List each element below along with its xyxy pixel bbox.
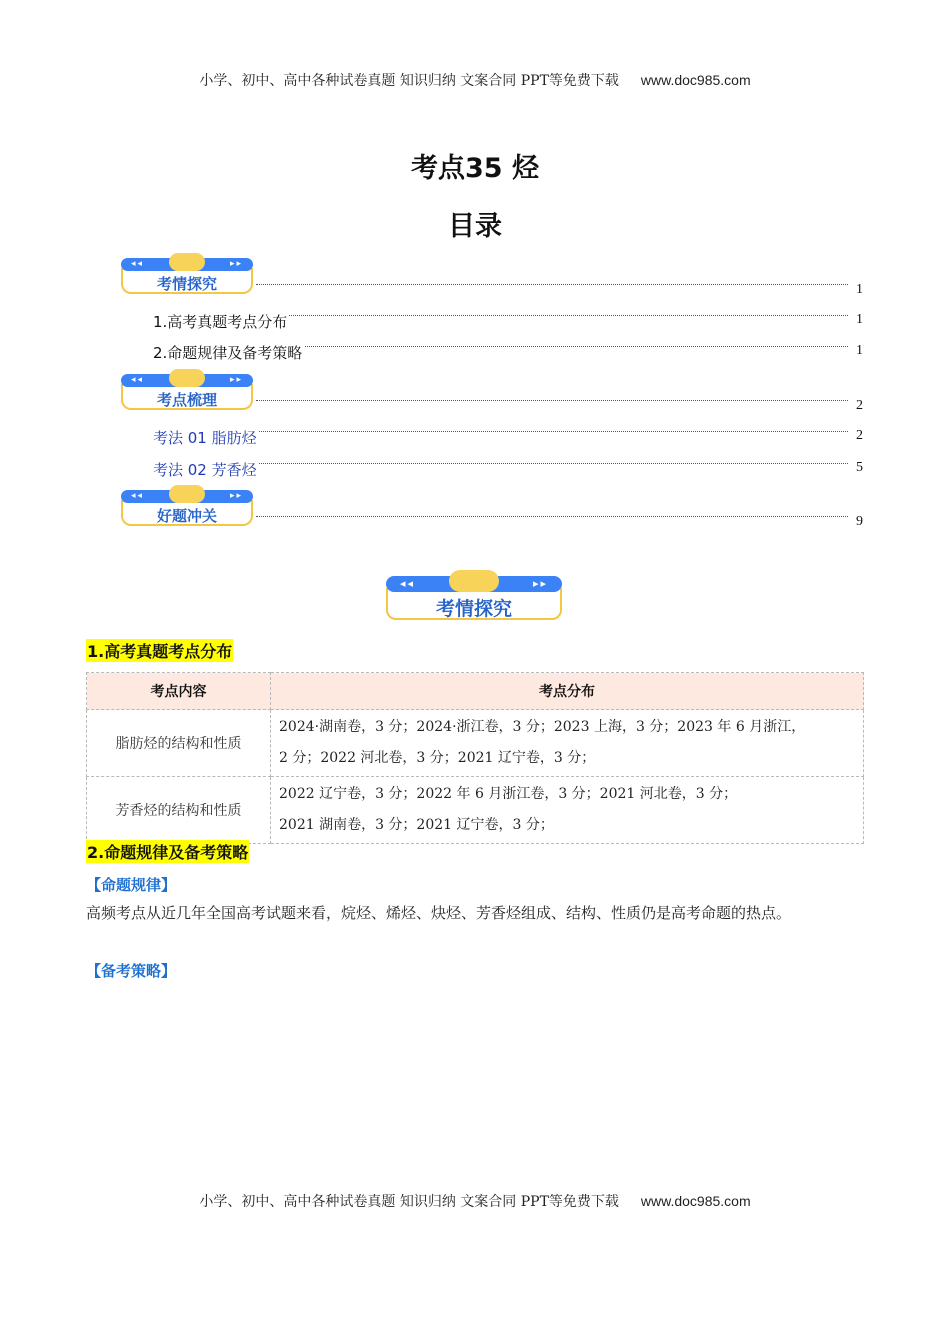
- table-cell-topic: 脂肪烃的结构和性质: [87, 710, 271, 777]
- badge-label: 好题冲关: [156, 507, 217, 525]
- footer-text: 小学、初中、高中各种试卷真题 知识归纳 文案合同 PPT等免费下载: [199, 1194, 619, 1210]
- arrow-right-icon: ▸▸: [229, 259, 243, 269]
- table-cell-topic: 芳香烃的结构和性质: [87, 777, 271, 844]
- arrow-right-icon: ▸▸: [229, 375, 243, 385]
- toc-title: 目录: [448, 211, 502, 242]
- table-header: 考点分布: [271, 673, 864, 710]
- table-row: [87, 710, 864, 777]
- arrow-right-icon: ▸▸: [532, 577, 548, 590]
- tag-rules: 【命题规律】: [86, 876, 177, 894]
- toc-item-rules-strategy[interactable]: 2.命题规律及备考策略: [153, 344, 303, 362]
- toc-leader: [256, 516, 848, 517]
- table-cell-distribution: [271, 710, 864, 777]
- header-site[interactable]: www.doc985.com: [640, 72, 751, 88]
- toc-badge-kaodian[interactable]: [121, 374, 253, 410]
- page-title: 考点35 烃: [411, 153, 539, 184]
- footer-site[interactable]: www.doc985.com: [640, 1193, 751, 1209]
- distribution-table: [86, 672, 864, 844]
- toc-page-num: 5: [856, 460, 863, 475]
- page-footer: [0, 1191, 950, 1211]
- table-row: [87, 777, 864, 844]
- toc-leader: [256, 400, 848, 401]
- tag-strategy: 【备考策略】: [86, 962, 177, 980]
- arrow-left-icon: ◂◂: [131, 259, 145, 269]
- toc-page-num: 2: [856, 398, 863, 413]
- header-text: 小学、初中、高中各种试卷真题 知识归纳 文案合同 PPT等免费下载: [199, 73, 619, 89]
- toc-badge-haoti[interactable]: [121, 490, 253, 526]
- paragraph-rules: 高频考点从近几年全国高考试题来看，烷烃、烯烃、炔烃、芳香烃组成、结构、性质仍是高考命题的热点。: [86, 904, 792, 922]
- arrow-left-icon: ◂◂: [400, 577, 416, 590]
- page-header: [0, 70, 950, 90]
- toc-badge-kaoqing[interactable]: [121, 258, 253, 294]
- arrow-left-icon: ◂◂: [131, 375, 145, 385]
- toc-page-num: 1: [856, 312, 863, 327]
- table-header: 考点内容: [87, 673, 271, 710]
- badge-label: 考情探究: [435, 598, 512, 620]
- distribution-line: 2022 辽宁卷，3 分；2022 年 6 月浙江卷，3 分；2021 河北卷，3 分；: [279, 786, 738, 802]
- toc-page-num: 2: [856, 428, 863, 443]
- toc-item-gaokao-distribution[interactable]: 1.高考真题考点分布: [153, 313, 288, 331]
- toc-page-num: 1: [856, 343, 863, 358]
- arrow-right-icon: ▸▸: [229, 491, 243, 501]
- section-heading-rules: 2.命题规律及备考策略: [86, 840, 249, 863]
- section-badge-kaoqing: [386, 576, 562, 620]
- arrow-left-icon: ◂◂: [131, 491, 145, 501]
- badge-label: 考情探究: [156, 275, 217, 293]
- toc-item-method-01[interactable]: 考法 01 脂肪烃: [153, 429, 257, 447]
- table-header-row: [87, 673, 864, 710]
- distribution-line: 2021 湖南卷，3 分；2021 辽宁卷，3 分；: [279, 817, 554, 833]
- toc-page-num: 9: [856, 514, 863, 529]
- toc-page-num: 1: [856, 282, 863, 297]
- toc-item-method-02[interactable]: 考法 02 芳香烃: [153, 461, 257, 479]
- badge-label: 考点梳理: [156, 391, 217, 409]
- distribution-line: 2024·湖南卷，3 分；2024·浙江卷，3 分；2023 上海，3 分；2023 年 6 月浙江，: [279, 719, 806, 735]
- toc-leader: [256, 284, 848, 285]
- section-heading-distribution: 1.高考真题考点分布: [86, 639, 233, 662]
- distribution-line: 2 分；2022 河北卷，3 分；2021 辽宁卷，3 分；: [279, 750, 596, 766]
- table-cell-distribution: [271, 777, 864, 844]
